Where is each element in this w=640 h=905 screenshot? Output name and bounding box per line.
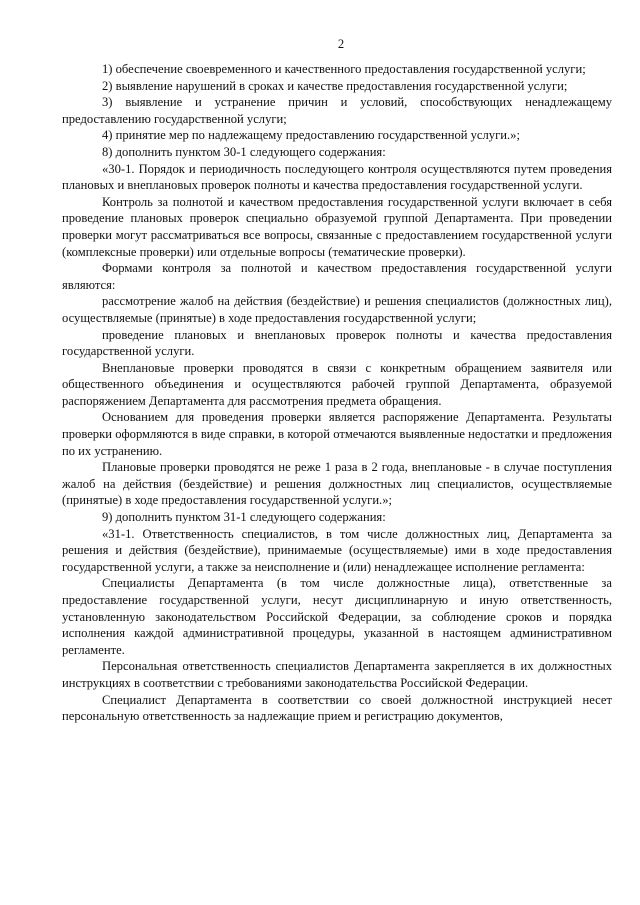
document-body [62,61,612,725]
page-number: 2 [337,37,345,51]
paragraph: проведение плановых и внеплановых проверок полноты и качества предоставления государственной услуги. [62,327,612,359]
paragraph: 1) обеспечение своевременного и качественного предоставления государственной услуги; [102,62,586,76]
paragraph: Специалисты Департамента (в том числе должностные лица), ответственные за предоставление государственной услуги, несут дисциплинарную и иную ответственность, установленную законодательством Российской Федерации, за соблюдение сроков и порядка исполнения каждой административной процедуры, указанной в настоящем административном регламенте. [62,576,612,657]
paragraph: 2) выявление нарушений в сроках и качестве предоставления государственной услуги; [102,78,568,93]
paragraph: 3) выявление и устранение причин и условий, способствующих ненадлежащему предоставлению государственной услуги; [62,95,612,126]
paragraph: «30-1. Порядок и периодичность последующего контроля осуществляются путем проведения плановых и внеплановых проверок полноты и качества предоставления государственной услуги. [62,161,612,193]
paragraph: 4) принятие мер по надлежащему предоставлению государственной услуги.»; [102,128,520,143]
paragraph: Формами контроля за полнотой и качеством предоставления государственной услуги являются: [62,261,612,292]
paragraph: Внеплановые проверки проводятся в связи с конкретным обращением заявителя или общественного объединения и осуществляются рабочей группой Департамента, образуемой распоряжением Департамента для рассмотрения предмета обращения. [62,360,612,408]
paragraph: «31-1. Ответственность специалистов, в том числе должностных лиц, Департамента за решения и действия (бездействие), принимаемые (осуществляемые) ими в ходе предоставления государственной услуги, а также за неисполнение и (или) ненадлежащее исполнение регламента: [62,526,612,574]
paragraph: Специалист Департамента в соответствии со своей должностной инструкцией несет персональную ответственность за надлежащие прием и регистрацию документов, [62,692,612,724]
paragraph: 8) дополнить пунктом 30-1 следующего содержания: [102,144,386,159]
paragraph: 9) дополнить пунктом 31-1 следующего содержания: [102,510,386,525]
paragraph: Персональная ответственность специалистов Департамента закрепляется в их должностных инструкциях в соответствии с требованиями законодательства Российской Федерации. [62,659,612,690]
paragraph: Плановые проверки проводятся не реже 1 раза в 2 года, внеплановые - в случае поступления жалоб на действия (бездействие) и решения должностных лиц специалистов, осуществляемые (принятые) в ходе предоставления государственной услуги.»; [62,460,612,508]
paragraph: Контроль за полнотой и качеством предоставления государственной услуги включает в себя проведение плановых проверок специально образуемой группой Департамента. При проведении проверки могут рассматриваться все вопросы, связанные с предоставлением государственной услуги (комплексные проверки) или отдельные вопросы (тематические проверки). [62,194,612,259]
paragraph: Основанием для проведения проверки является распоряжение Департамента. Результаты проверки оформляются в виде справки, в которой отмечаются выявленные недостатки и предложения по их устранению. [62,410,612,458]
paragraph: рассмотрение жалоб на действия (бездействие) и решения специалистов (должностных лиц), осуществляемые (принятые) в ходе предоставления государственной услуги; [62,294,612,325]
